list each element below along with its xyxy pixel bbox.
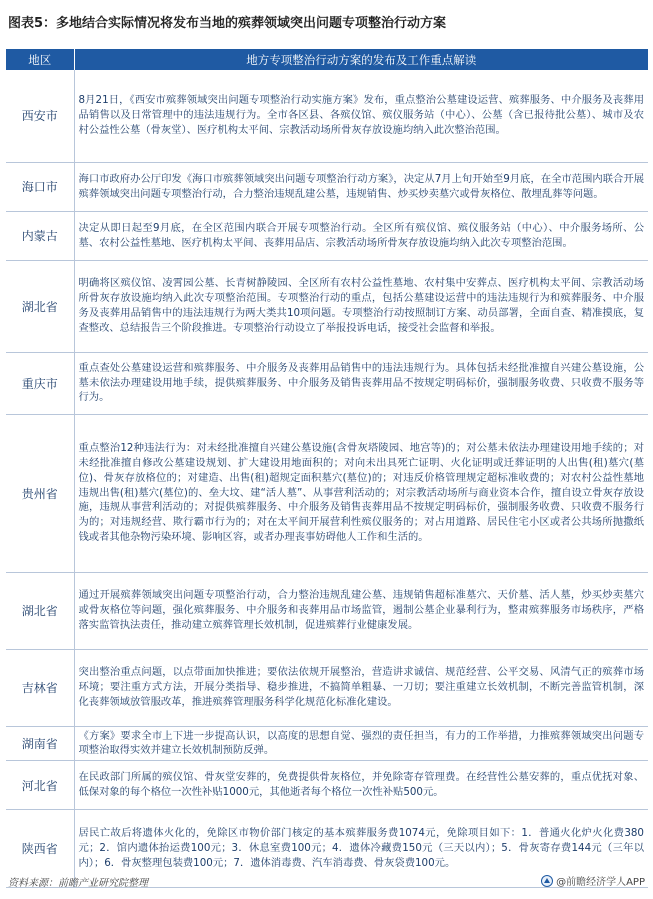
region-cell: 吉林省 bbox=[6, 649, 74, 726]
table-row bbox=[6, 572, 648, 649]
region-cell: 海口市 bbox=[6, 162, 74, 211]
column-header-region: 地区 bbox=[6, 49, 74, 70]
content-cell: 8月21日，《西安市殡葬领域突出问题专项整治行动实施方案》发布，重点整治公墓建设运营、殡葬服务、中介服务及丧葬用品销售以及日常管理中的违法违规行为。全市各区县、各殡仪馆、殡仪服务站（中心）、公墓（含已报待批公墓）、城市及农村公益性公墓（骨灰堂）、医疗机构太平间、宗教活动场所骨灰存放设施均纳入此次整治范围。 bbox=[74, 70, 648, 162]
content-cell: 居民亡故后将遗体火化的，免除区市物价部门核定的基本殡葬服务费1074元，免除项目如下：1．普通火化炉火化费380元；2．馆内遗体抬运费100元；3．休息室费100元；4．遗体冷藏费150元（三天以内）；5．骨灰寄存费144元（三年以内）；6．骨灰整理包装费100元；7．遗体消毒费、汽车消毒费、骨灰袋费100元。 bbox=[74, 810, 648, 888]
content-cell: 明确将区殡仪馆、凌霄园公墓、长青树静陵园、全区所有农村公益性墓地、农村集中安葬点、医疗机构太平间、宗教活动场所骨灰存放设施均纳入此次专项整治范围。专项整治行动的重点，包括公墓建设运营中的违法违规行为和殡葬服务、中介服务及丧葬用品销售中的违法违规行为两大类共10项问题。专项整治行动按照制订方案、动员部署，全面自查、精准摸底，复查整改、总结报告三个阶段推进。专项整治行动设立了举报投诉电话，接受社会监督和举报。 bbox=[74, 260, 648, 352]
table-row bbox=[6, 260, 648, 352]
content-cell: 重点查处公墓建设运营和殡葬服务、中介服务及丧葬用品销售中的违法违规行为。具体包括未经批准擅自兴建公墓设施，公墓未依法办理建设用地手续，提供殡葬服务、中介服务及销售丧葬用品不按规定明码标价，强制服务收费、只收费不服务等行为。 bbox=[74, 352, 648, 414]
content-cell: 通过开展殡葬领域突出问题专项整治行动，合力整治违规乱建公墓、违规销售超标准墓穴、天价墓、活人墓，炒买炒卖墓穴或骨灰格位等问题，强化殡葬服务、中介服务和丧葬用品市场监管，遏制公墓企业暴利行为，整肃殡葬服务市场秩序，严格落实监管执法责任，推动建立殡葬管理长效机制，促进殡葬行业健康发展。 bbox=[74, 572, 648, 649]
table-header-row bbox=[6, 49, 648, 70]
column-header-content: 地方专项整治行动方案的发布及工作重点解读 bbox=[74, 49, 648, 70]
content-cell: 重点整治12种违法行为：对未经批准擅自兴建公墓设施(含骨灰塔陵园、地宫等)的；对公墓未依法办理建设用地手续的；对未经批准擅自修改公墓建设规划、扩大建设用地面积的；对向未出具死亡证明、火化证明或迁葬证明的人出售(租)墓穴(墓位)、骨灰存放格位的；对建造、出售(租)超规定面积墓穴(墓位)的；对违反价格管理规定超标准收费的；对农村公益性墓地违规出售(租)墓穴(墓位)的、垒大坟、建“活人墓”、从事营利活动的；对宗教活动场所与商业资本合作，擅自设立骨灰存放设施，违规从事营利活动的；对提供殡葬服务、中介服务及销售丧葬用品不按规定明码标价，强制服务收费、只收费不服务行为的；对违规经营、欺行霸市行为的；对在太平间开展营利性殡仪服务的；对占用道路、居民住宅小区或者公共场所抛撒纸钱或者其他杂物污染环境、影响区容，或者办理丧事妨碍他人工作和生活的。 bbox=[74, 414, 648, 572]
region-cell: 贵州省 bbox=[6, 414, 74, 572]
brand-watermark bbox=[541, 873, 645, 888]
table-row bbox=[6, 211, 648, 260]
region-cell: 内蒙古 bbox=[6, 211, 74, 260]
content-cell: 在民政部门所属的殡仪馆、骨灰堂安葬的，免费提供骨灰格位，并免除寄存管理费。在经营性公墓安葬的，重点优抚对象、低保对象的每个格位一次性补贴1000元，其他逝者每个格位一次性补贴500元。 bbox=[74, 761, 648, 810]
table-row bbox=[6, 352, 648, 414]
content-cell: 《方案》要求全市上下进一步提高认识，以高度的思想自觉、强烈的责任担当，有力的工作举措，力推殡葬领域突出问题专项整治取得实效并建立长效机制预防反弹。 bbox=[74, 726, 648, 761]
table-row bbox=[6, 162, 648, 211]
content-cell: 突出整治重点问题，以点带面加快推进；要依法依规开展整治，营造讲求诚信、规范经营、公平交易、风清气正的殡葬市场环境；要注重方式方法，开展分类指导、稳步推进，不搞简单粗暴、一刀切；要注重建立长效机制，不断完善监管机制，深化丧葬领域放管服改革，推进殡葬管理服务科学化规范化标准化建设。 bbox=[74, 649, 648, 726]
region-cell: 西安市 bbox=[6, 70, 74, 162]
region-cell: 陕西省 bbox=[6, 810, 74, 888]
table-row bbox=[6, 70, 648, 162]
content-cell: 决定从即日起至9月底，在全区范围内联合开展专项整治行动。全区所有殡仪馆、殡仪服务站（中心）、中介服务场所、公墓、农村公益性墓地、医疗机构太平间、丧葬用品店、宗教活动场所骨灰存放设施均纳入此次专项整治范围。 bbox=[74, 211, 648, 260]
region-cell: 湖南省 bbox=[6, 726, 74, 761]
qianzhan-logo-icon bbox=[541, 875, 553, 887]
region-cell: 河北省 bbox=[6, 761, 74, 810]
region-cell: 重庆市 bbox=[6, 352, 74, 414]
brand-label: @前瞻经济学人APP bbox=[556, 877, 645, 888]
page-title: 图表5：多地结合实际情况将发布当地的殡葬领域突出问题专项整治行动方案 bbox=[8, 16, 447, 31]
region-cell: 湖北省 bbox=[6, 260, 74, 352]
content-cell: 海口市政府办公厅印发《海口市殡葬领域突出问题专项整治行动方案》，决定从7月上旬开始至9月底，在全市范围内联合开展殡葬领域突出问题专项整治行动，合力整治违规乱建公墓，违规销售、炒买炒卖墓穴或骨灰格位、散埋乱葬等问题。 bbox=[74, 162, 648, 211]
policy-table bbox=[6, 49, 648, 888]
table-row bbox=[6, 761, 648, 810]
table-row bbox=[6, 414, 648, 572]
source-note: 资料来源：前瞻产业研究院整理 bbox=[8, 878, 148, 889]
region-cell: 湖北省 bbox=[6, 572, 74, 649]
table-row bbox=[6, 649, 648, 726]
table-row bbox=[6, 726, 648, 761]
